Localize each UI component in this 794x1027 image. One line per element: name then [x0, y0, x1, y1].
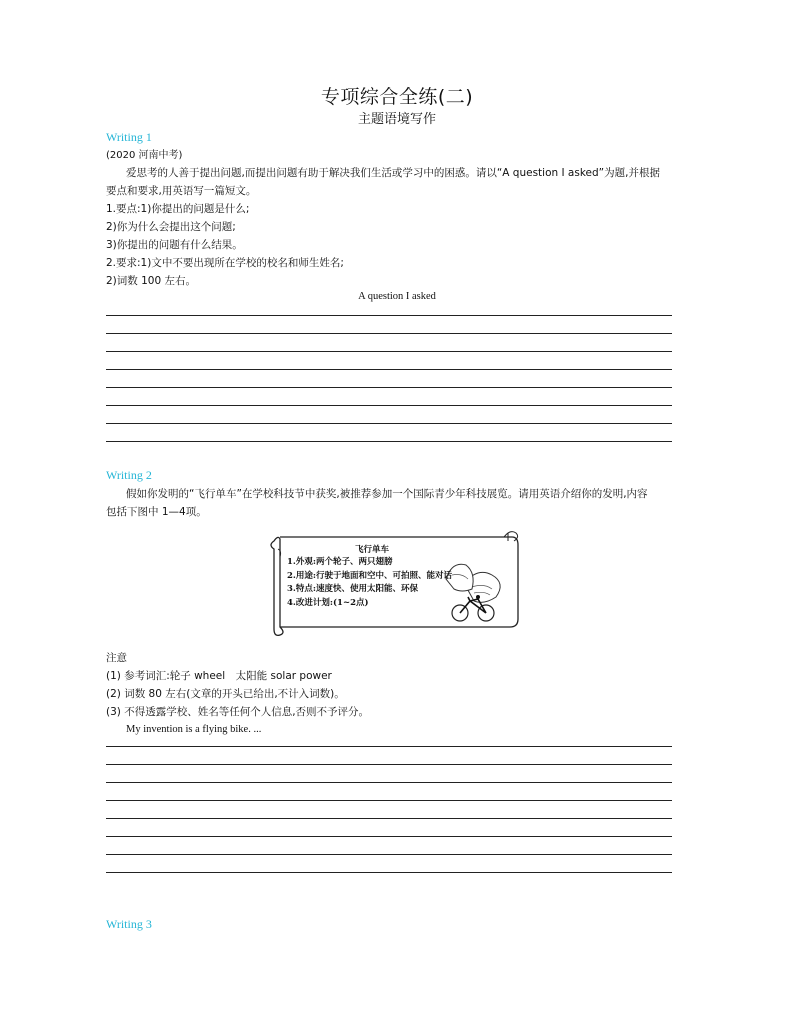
answer-line — [106, 800, 672, 801]
answer-line — [106, 333, 672, 334]
writing2-note: (2) 词数 80 左右(文章的开头已给出,不计入词数)。 — [106, 688, 345, 700]
writing1-point: 3)你提出的问题有什么结果。 — [106, 239, 243, 251]
scroll-item: 3.特点:速度快、使用太阳能、环保 — [287, 584, 419, 594]
scroll-title: 飞行单车 — [355, 545, 390, 555]
writing2-note: (1) 参考词汇:轮子 wheel 太阳能 solar power — [106, 670, 332, 682]
answer-line — [106, 405, 672, 406]
writing2-label: Writing 2 — [106, 468, 152, 482]
writing2-intro-line1: 假如你发明的“飞行单车”在学校科技节中获奖,被推荐参加一个国际青少年科技展览。请用英语介绍你的发明,内容 — [126, 488, 648, 500]
answer-line — [106, 423, 672, 424]
writing2-note: (3) 不得透露学校、姓名等任何个人信息,否则不予评分。 — [106, 706, 370, 718]
writing1-point: 2.要求:1)文中不要出现所在学校的校名和师生姓名; — [106, 257, 344, 269]
scroll-item: 2.用途:行驶于地面和空中、可拍照、能对话 — [287, 570, 453, 581]
writing2-notes-heading: 注意 — [106, 652, 127, 664]
writing1-label: Writing 1 — [106, 130, 152, 144]
writing1-intro-line1: 爱思考的人善于提出问题,而提出问题有助于解决我们生活或学习中的困惑。请以“A question I asked”为题,并根据 — [126, 167, 660, 179]
writing2-starter: My invention is a flying bike. ... — [126, 724, 262, 735]
answer-line — [106, 387, 672, 388]
writing1-source: (2020 河南中考) — [106, 150, 183, 161]
scroll-item: 4.改进计划:(1~2点) — [287, 597, 369, 608]
page-title: 专项综合全练(二) — [320, 86, 474, 108]
writing2-intro-line2: 包括下图中 1—4项。 — [106, 506, 207, 518]
answer-line — [106, 441, 672, 442]
writing1-point: 2)你为什么会提出这个问题; — [106, 221, 236, 233]
answer-line — [106, 315, 672, 316]
answer-line — [106, 746, 672, 747]
answer-line — [106, 836, 672, 837]
scroll-items — [287, 556, 452, 610]
answer-line — [106, 764, 672, 765]
answer-line — [106, 351, 672, 352]
page-subtitle: 主题语境写作 — [357, 112, 436, 127]
writing1-intro-line2: 要点和要求,用英语写一篇短文。 — [106, 185, 257, 197]
writing1-essay-title: A question I asked — [358, 291, 436, 302]
answer-line — [106, 818, 672, 819]
scroll-item: 1.外观:两个轮子、两只翅膀 — [287, 557, 393, 567]
answer-line — [106, 369, 672, 370]
answer-line — [106, 782, 672, 783]
answer-line — [106, 854, 672, 855]
writing1-point: 1.要点:1)你提出的问题是什么; — [106, 203, 250, 215]
writing1-point: 2)词数 100 左右。 — [106, 275, 196, 287]
writing3-label: Writing 3 — [106, 917, 152, 931]
answer-line — [106, 872, 672, 873]
